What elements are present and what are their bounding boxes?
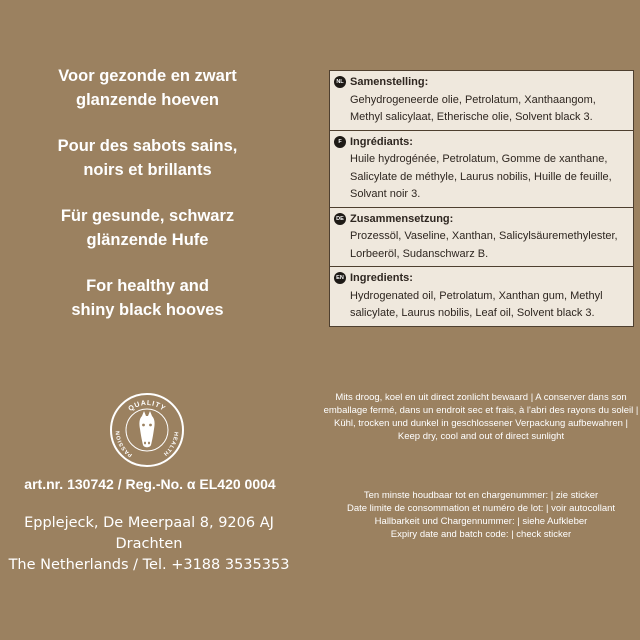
svg-text:QUALITY [127, 400, 166, 413]
expiry-line: Expiry date and batch code: | check sticker [390, 529, 572, 540]
expiry-batch-info [322, 489, 640, 541]
horse-head-icon [139, 411, 154, 447]
quality-seal-logo-icon [109, 392, 185, 468]
ingredients-text: Prozessöl, Vaseline, Xanthan, Salicylsäuremethylester, Lorbeeröl, Sudanschwarz B. [350, 230, 618, 260]
expiry-line: Date limite de consommation et numéro de lot: | voir autocollant [346, 503, 616, 514]
ingredients-title: Zusammensetzung: [350, 212, 454, 225]
language-badge-icon: F [334, 136, 346, 148]
claim-nl [30, 64, 265, 112]
company-address [0, 513, 298, 576]
storage-line: Keep dry, cool and out of direct sunlight [397, 431, 565, 442]
seal-right-text: HEALTH [161, 431, 179, 457]
claim-line: Pour des sabots sains, [57, 137, 238, 155]
ingredients-title: Samenstelling: [350, 76, 429, 88]
expiry-line: Ten minste houdbaar tot en chargenummer: | zie sticker [363, 490, 599, 501]
claim-line: Voor gezonde en zwart [58, 67, 237, 85]
claim-line: shiny black hooves [71, 301, 224, 319]
ingredients-en [330, 267, 633, 326]
claim-line: For healthy and [86, 277, 209, 295]
claim-line: noirs et brillants [83, 161, 212, 179]
address-line: The Netherlands / Tel. +3188 3535353 [8, 557, 290, 573]
seal-top-text: QUALITY [127, 399, 167, 413]
storage-line: emballage fermé, dans un endroit sec et frais, à l'abri des rayons du soleil | [323, 405, 639, 416]
expiry-line: Hallbarkeit und Chargennummer: | siehe Aufkleber [374, 516, 588, 527]
svg-text:HEALTH [162, 432, 179, 457]
ingredients-fr [330, 131, 633, 208]
ingredients-title: Ingredients: [350, 272, 413, 284]
ingredients-text: Huile hydrogénée, Petrolatum, Gomme de xanthane, Salicylate de méthyle, Laurus nobilis, Huille de feuille, Solvant noir 3. [350, 153, 612, 200]
claim-fr [30, 134, 265, 182]
ingredients-nl [330, 71, 633, 131]
ingredients-text: Gehydrogeneerde olie, Petrolatum, Xanthaangom, Methyl salicylaat, Etherische olie, Solvent black 3. [350, 93, 596, 123]
claim-de [30, 204, 265, 252]
ingredients-text: Hydrogenated oil, Petrolatum, Xanthan gum, Methyl salicylate, Laurus nobilis, Leaf oil, Solvent black 3. [350, 289, 603, 319]
product-claims [30, 64, 265, 344]
seal-left-text: PASSION [115, 430, 134, 458]
claim-line: glanzende hoeven [75, 91, 220, 109]
language-badge-icon: DE [334, 213, 346, 225]
claim-line: Für gesunde, schwarz [60, 207, 235, 225]
storage-line: Mits droog, koel en uit direct zonlicht bewaard | A conserver dans son [335, 392, 627, 403]
language-badge-icon: EN [334, 272, 346, 284]
ingredients-de [330, 208, 633, 268]
address-line: Epplejeck, De Meerpaal 8, 9206 AJ Drachten [24, 515, 274, 552]
ingredients-box [329, 70, 634, 327]
ingredients-title: Ingrédiants: [350, 135, 413, 148]
article-registration-number: art.nr. 130742 / Reg.-No. α EL420 0004 [24, 476, 276, 492]
claim-en [30, 274, 265, 322]
storage-line: Kühl, trocken und dunkel in geschlossener Verpackung aufbewahren | [334, 418, 628, 429]
claim-line: glänzende Hufe [86, 231, 209, 249]
language-badge-icon: NL [334, 76, 346, 88]
storage-instructions [322, 391, 640, 443]
